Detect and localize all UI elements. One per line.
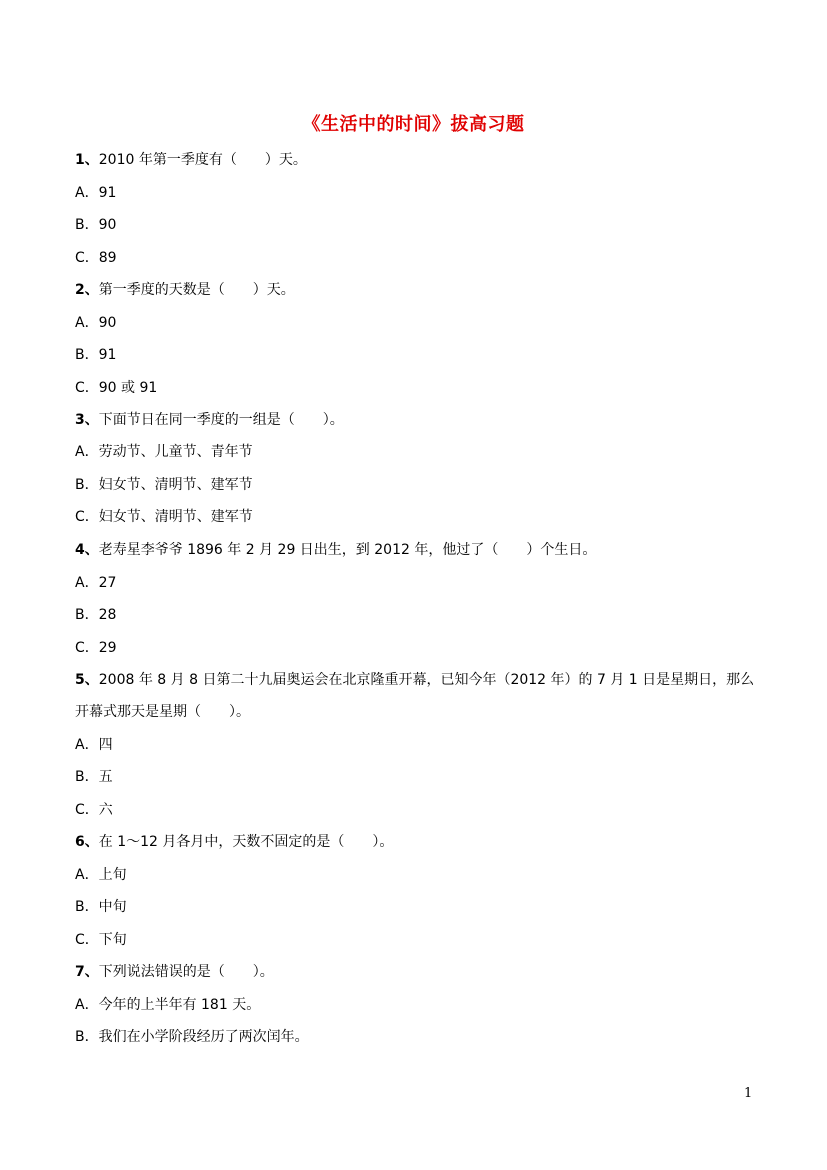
question-number: 3、	[75, 412, 99, 428]
question-text: 下面节日在同一季度的一组是（ ）。	[98, 412, 344, 428]
question-text: 2010 年第一季度有（ ）天。	[98, 152, 307, 168]
question-1-option-c: C．89	[75, 250, 117, 266]
question-7-option-b: B．我们在小学阶段经历了两次闰年。	[75, 1029, 309, 1045]
question-5-option-c: C．六	[75, 802, 113, 818]
question-4-option-c: C．29	[75, 640, 117, 656]
question-text: 在 1～12 月各月中，天数不固定的是（ ）。	[98, 834, 394, 850]
question-6-stem	[75, 832, 393, 852]
page-title: 《生活中的时间》拔高习题	[302, 114, 525, 135]
question-2-stem	[75, 280, 295, 300]
question-3-option-b: B．妇女节、清明节、建军节	[75, 477, 253, 493]
question-3-option-a: A．劳动节、儿童节、青年节	[75, 444, 253, 460]
question-4-stem	[75, 540, 596, 560]
question-6-option-c: C．下旬	[75, 932, 127, 948]
question-7-stem	[75, 962, 274, 982]
question-3-option-c: C．妇女节、清明节、建军节	[75, 509, 253, 525]
question-5-stem-continued: 开幕式那天是星期（ ）。	[75, 704, 250, 720]
question-5-stem	[75, 670, 754, 690]
question-2-option-a: A．90	[75, 315, 117, 331]
question-6-option-a: A．上旬	[75, 867, 127, 883]
question-1-option-b: B．90	[75, 217, 117, 233]
question-number: 7、	[75, 964, 99, 980]
question-text: 老寿星李爷爷 1896 年 2 月 29 日出生，到 2012 年，他过了（ ）个生日。	[98, 542, 597, 558]
question-number: 1、	[75, 152, 99, 168]
question-number: 2、	[75, 282, 99, 298]
question-text: 2008 年 8 月 8 日第二十九届奥运会在北京隆重开幕，已知今年（2012 年）的 7 月 1 日是星期日，那么	[98, 672, 755, 688]
question-1-stem	[75, 150, 307, 170]
question-number: 4、	[75, 542, 99, 558]
question-2-option-b: B．91	[75, 347, 117, 363]
question-7-option-a: A．今年的上半年有 181 天。	[75, 997, 261, 1013]
question-4-option-a: A．27	[75, 575, 117, 591]
question-text: 第一季度的天数是（ ）天。	[98, 282, 295, 298]
question-text: 下列说法错误的是（ ）。	[98, 964, 274, 980]
question-1-option-a: A．91	[75, 185, 117, 201]
question-5-option-a: A．四	[75, 737, 113, 753]
question-5-option-b: B．五	[75, 769, 113, 785]
question-number: 6、	[75, 834, 99, 850]
question-number: 5、	[75, 672, 99, 688]
question-2-option-c: C．90 或 91	[75, 380, 158, 396]
question-3-stem	[75, 410, 344, 430]
question-6-option-b: B．中旬	[75, 899, 127, 915]
page-number: 1	[744, 1086, 753, 1101]
question-4-option-b: B．28	[75, 607, 117, 623]
